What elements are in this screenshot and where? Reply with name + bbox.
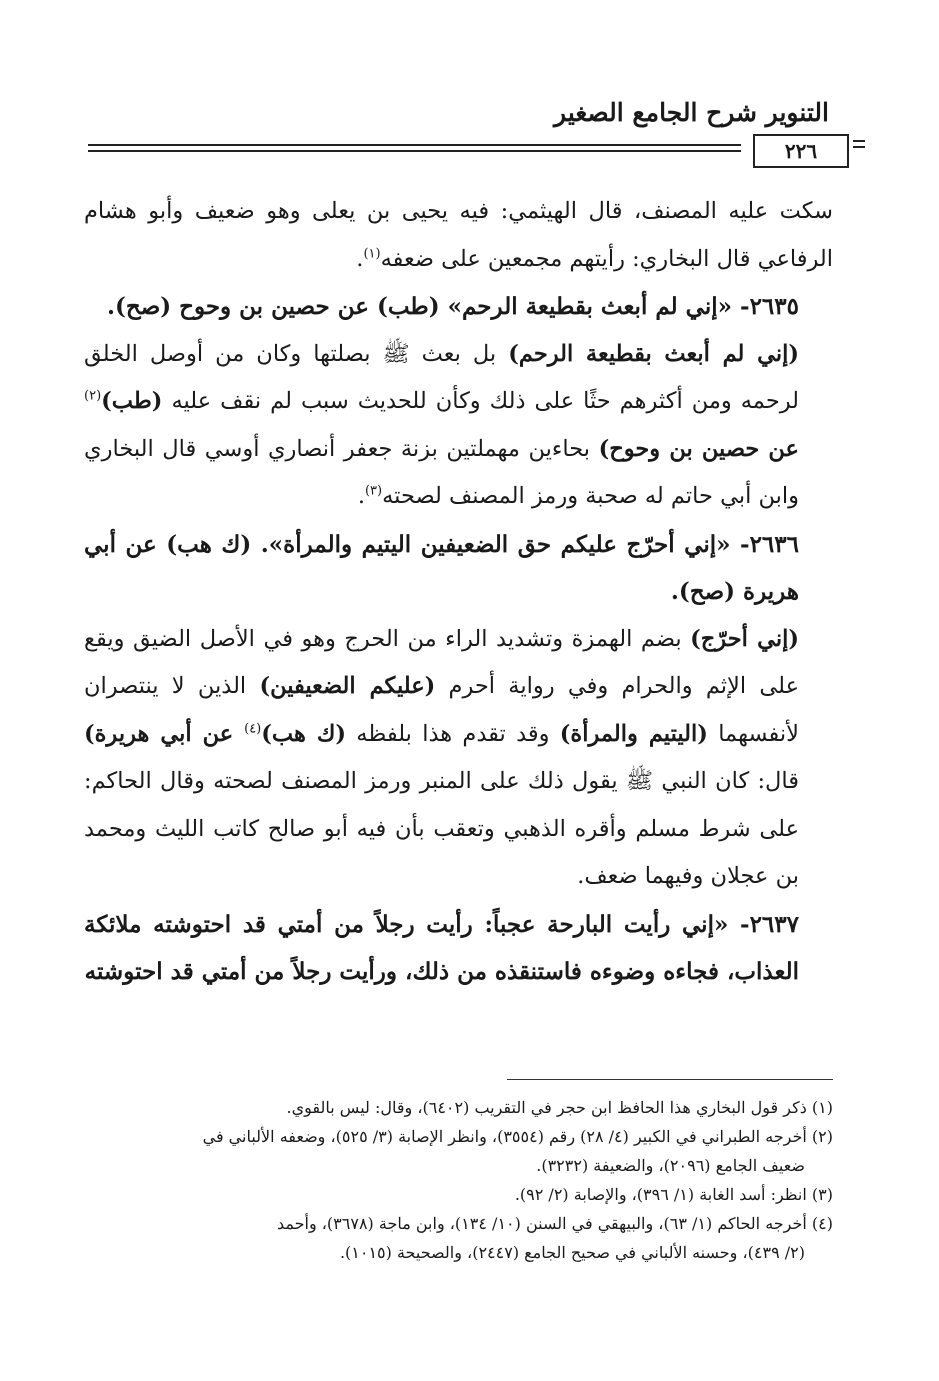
commentary-2636: (إني أحرّج) بضم الهمزة وتشديد الراء من الحرج وهو في الأصل الضيق ويقع على الإثم والحرام وفي رواية أحرم (عليكم الضعيفين) الذين لا ينتصران لأنفسهما (اليتيم والمرأة) وقد تقدم هذا بلفظه (ك هب)$^{(٤)}$ عن أبي هريرة) قال: كان النبي ﷺ يقول ذلك على المنبر ورمز المصنف لصحته وقال الحاكم: على شرط مسلم وأقره الذهبي وتعقب بأن فيه أبو صالح كاتب الليث ومحمد بن عجلان وفيهما ضعف. [84, 625, 800, 889]
footnote-ref[interactable]: (٣) [364, 483, 383, 499]
footnote-ref[interactable]: (٤) [244, 721, 262, 736]
footnote-2-continued: ضعيف الجامع (٢٠٩٦)، والضعيفة (٣٢٣٢). [536, 1156, 805, 1175]
main-text [84, 188, 833, 996]
footnote-1: (١) ذكر قول البخاري هذا الحافظ ابن حجر في التقريب (٦٤٠٢)، وقال: ليس بالقوي. [286, 1098, 833, 1117]
footnote-2: (٢) أخرجه الطبراني في الكبير (٤/ ٢٨) رقم (٣٥٥٤)، وانظر الإصابة (٣/ ٥٢٥)، وضعفه الألباني في [202, 1127, 833, 1146]
footnote-ref[interactable]: (٢) [84, 388, 102, 404]
header-rule-double [88, 150, 741, 152]
footnote-3: (٣) انظر: أسد الغابة (١/ ٣٩٦)، والإصابة (٢/ ٩٢). [514, 1185, 833, 1204]
page-box-ornament [853, 140, 865, 142]
running-title: التنوير شرح الجامع الصغير [554, 98, 829, 127]
hadith-2635: ٢٦٣٥- «إني لم أبعث بقطيعة الرحم» (طب) عن حصين بن وحوح (صح). [106, 293, 799, 320]
paragraph: سكت عليه المصنف، قال الهيثمي: فيه يحيى بن يعلى وهو ضعيف وأبو هشام الرفاعي قال البخاري: رأيتهم مجمعين على ضعفه$^{(١)}$. [84, 198, 833, 272]
page-number: ٢٢٦ [753, 134, 849, 168]
hadith-2636: ٢٦٣٦- «إني أحرّج عليكم حق الضعيفين اليتيم والمرأة». (ك هب) عن أبي هريرة (صح). [84, 530, 799, 605]
commentary-2635: (إني لم أبعث بقطيعة الرحم) بل بعث ﷺ بصلتها وكان من أوصل الخلق لرحمه ومن أكثرهم حثًا على ذلك وكأن للحديث سبب لم نقف عليه (طب)$^{(٢)}$ عن حصين بن وحوح) بحاءين مهملتين بزنة جعفر أنصاري أوسي قال البخاري وابن أبي حاتم له صحبة ورمز المصنف لصحته$^{(٣)}$. [84, 340, 799, 509]
footnotes [84, 1093, 833, 1267]
hadith-2637: ٢٦٣٧- «إني رأيت البارحة عجباً: رأيت رجلاً من أمتي قد احتوشته ملائكة العذاب، فجاءه وضوءه فاستنقذه من ذلك، ورأيت رجلاً من أمتي قد احتوشته [84, 910, 799, 985]
footnote-4: (٤) أخرجه الحاكم (١/ ٦٣)، والبيهقي في السنن (١٠/ ١٣٤)، وابن ماجة (٣٦٧٨)، وأحمد [276, 1214, 833, 1233]
footnote-ref[interactable]: (١) [363, 246, 381, 261]
footnote-4-continued: (٢/ ٤٣٩)، وحسنه الألباني في صحيح الجامع (٢٤٤٧)، والصحيحة (١٠١٥). [339, 1243, 805, 1262]
header-rule [88, 144, 741, 146]
footnote-separator [507, 1079, 833, 1080]
page-box-ornament [853, 146, 865, 148]
